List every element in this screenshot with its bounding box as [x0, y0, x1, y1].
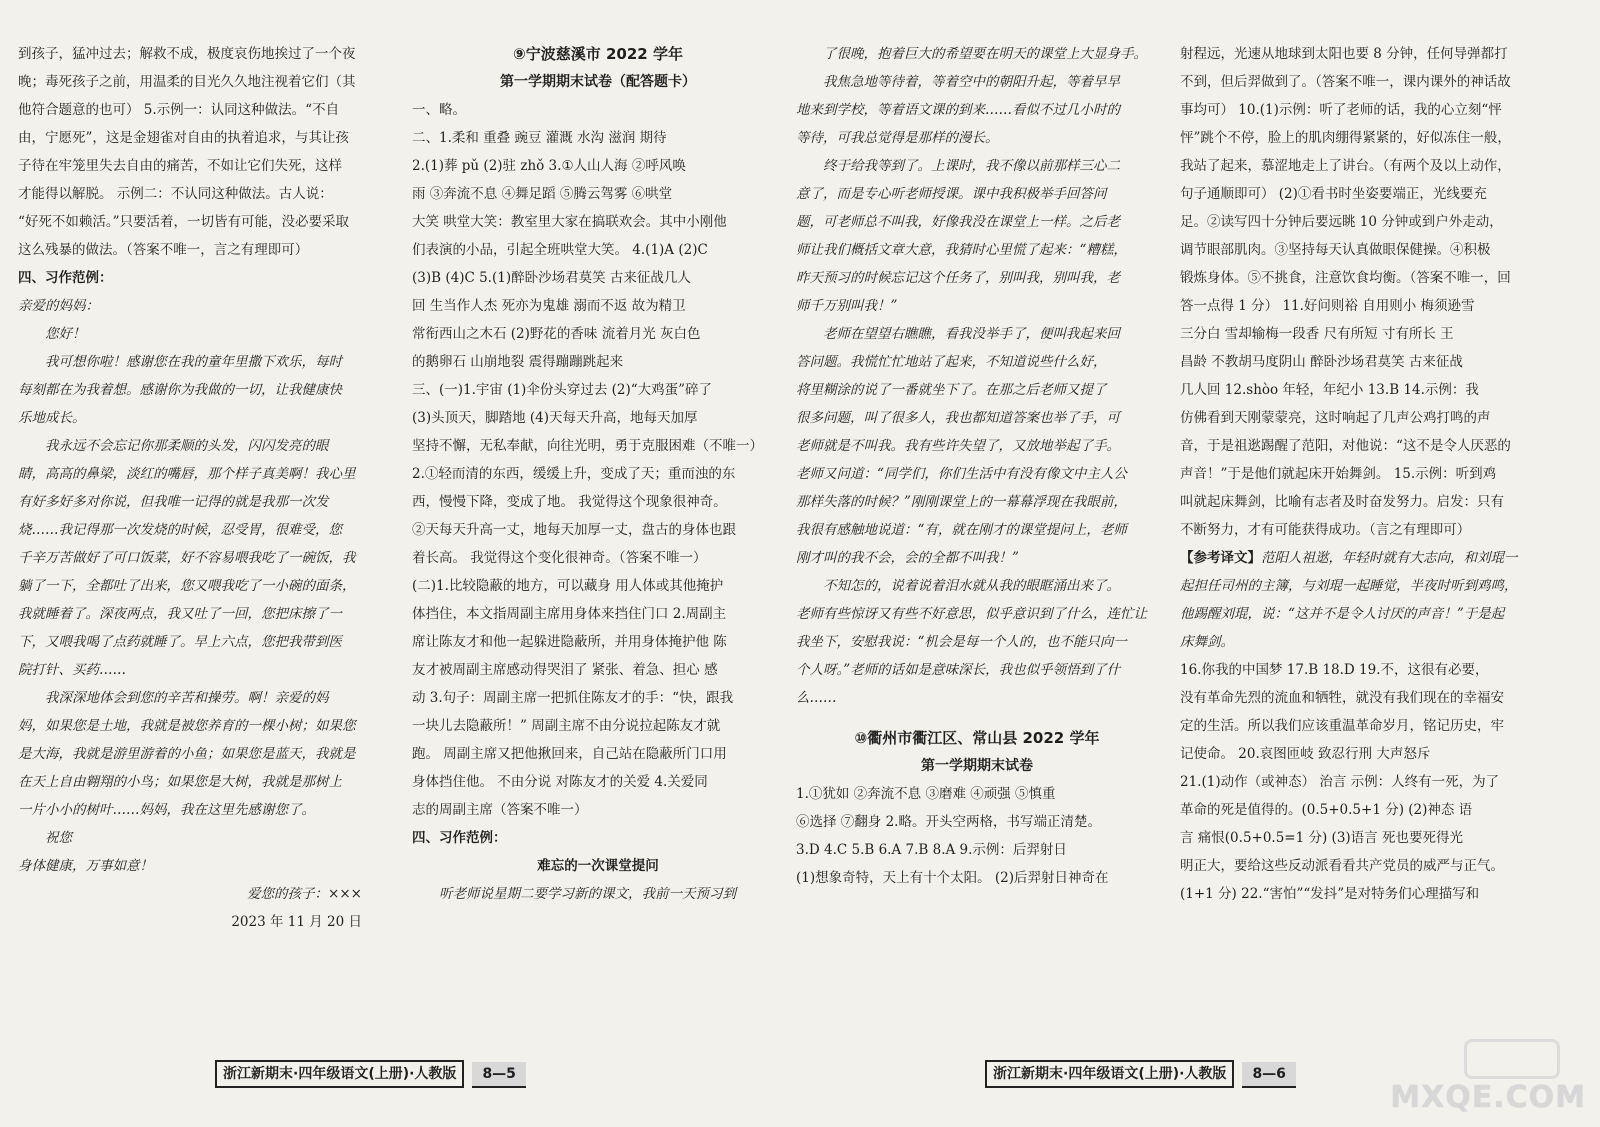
text-line: 大笑 哄堂大笑：教室里大家在搞联欢会。其中小刚他 — [412, 214, 727, 230]
text-line: 西，慢慢下降，变成了地。 我觉得这个现象很神奇。 — [412, 494, 727, 510]
text-line: 题，可老师总不叫我，好像我没在课堂上一样。之后老 — [796, 214, 1120, 230]
text-line: 1.①犹如 ②奔流不息 ③磨难 ④顽强 ⑤慎重 — [796, 786, 1056, 802]
text-line: 回 生当作人杰 死亦为鬼雄 溺而不返 故为精卫 — [412, 298, 686, 314]
text-line: 我永远不会忘记你那柔顺的头发，闪闪发亮的眼 — [45, 438, 329, 454]
text-line: 昌龄 不教胡马度阴山 醉卧沙场君莫笑 古来征战 — [1180, 354, 1463, 370]
text-line: 地来到学校，等着语文课的到来……看似不过几小时的 — [796, 102, 1120, 118]
text-line: 老师就是不叫我。我有些许失望了，又放地举起了手。 — [796, 438, 1120, 454]
text-line: 千辛万苦做好了可口饭菜，好不容易喂我吃了一碗饭，我 — [18, 550, 356, 566]
text-line: 音，于是祖逖踢醒了范阳，对他说：“这不是令人厌恶的 — [1180, 438, 1511, 454]
text-line: 子待在牢笼里失去自由的痛苦，不如让它们失死，这样 — [18, 158, 342, 174]
text-line: 听老师说星期二要学习新的课文，我前一天预习到 — [439, 886, 736, 902]
text-line: 答一点得 1 分） 11.好问则裕 自用则小 梅须逊雪 — [1180, 298, 1475, 314]
essay-title: 难忘的一次课堂提问 — [537, 858, 659, 874]
text-line: 常衔西山之木石 (2)野花的香味 流着月光 灰白色 — [412, 326, 701, 342]
text-line: (1+1 分) 22.“害怕”“发抖”是对特务们心理描写和 — [1180, 886, 1480, 902]
text-line: ②天每天升高一丈，地每天加厚一丈，盘古的身体也跟 — [412, 522, 736, 538]
page-footer-left — [215, 1060, 526, 1084]
text-line: 不知怎的，说着说着泪水就从我的眼眶涌出来了。 — [823, 578, 1120, 594]
text-line: 句子通顺即可） (2)①看书时坐姿要端正，光线要充 — [1180, 186, 1487, 202]
text-line: 跑。 周副主席又把他揪回来，自己站在隐蔽所门口用 — [412, 746, 727, 762]
footer-brand: 浙江新期末·四年级语文(上册)·人教版 — [215, 1060, 464, 1088]
text-line: 躺了一下，全都吐了出来，您又喂我吃了一小碗的面条， — [18, 578, 356, 594]
text-line: 着长高。 我觉得这个变化很神奇。（答案不唯一） — [412, 550, 707, 566]
text-line: 席让陈友才和他一起躲进隐蔽所，并用身体掩护他 陈 — [412, 634, 727, 650]
text-line: 叫就起床舞剑，比喻有志者及时奋发努力。启发：只有 — [1180, 494, 1504, 510]
text-line: 没有革命先烈的流血和牺牲，就没有我们现在的幸福安 — [1180, 690, 1504, 706]
text-line: 志的周副主席（答案不唯一） — [412, 802, 588, 818]
text-line: 床舞剑。 — [1180, 634, 1234, 650]
exam-subtitle: 第一学期期末试卷 — [921, 758, 1033, 774]
text-line: (3)B (4)C 5.(1)醉卧沙场君莫笑 古来征战几人 — [412, 270, 691, 286]
text-line: 不断努力，才有可能获得成功。（言之有理即可） — [1180, 522, 1471, 538]
text-line: 晚；毒死孩子之前，用温柔的目光久久地注视着它们（其 — [18, 74, 356, 90]
text-line: 睛，高高的鼻梁，淡红的嘴唇，那个样子真美啊！我心里 — [18, 466, 356, 482]
text-line: 几人回 12.shòo 年轻，年纪小 13.B 14.示例：我 — [1180, 382, 1479, 398]
text-line: 声音！”于是他们就起床开始舞剑。 15.示例：听到鸡 — [1180, 466, 1497, 482]
text-line: 怦”跳个不停，脸上的肌肉绷得紧紧的，好似冻住一般， — [1180, 130, 1511, 146]
text-line: 友才被周副主席感动得哭泪了 紧张、着急、担心 感 — [412, 662, 718, 678]
text-line: 足。②读写四十分钟后要远眺 10 分钟或到户外走动， — [1180, 214, 1503, 230]
exam-subtitle: 第一学期期末试卷（配答题卡） — [500, 74, 696, 90]
text-line: 答问题。我慌忙忙地站了起来，不知道说些什么好， — [796, 354, 1107, 370]
text-line: 一片小小的树叶……妈妈，我在这里先感谢您了。 — [18, 802, 315, 818]
letter-wish: 身体健康，万事如意！ — [18, 858, 153, 874]
text-line: 在天上自由翱翔的小鸟；如果您是大树，我就是那树上 — [18, 774, 342, 790]
text-line: 院打针、买药…… — [18, 662, 126, 678]
text-line: 3.D 4.C 5.B 6.A 7.B 8.A 9.示例：后羿射日 — [796, 842, 1067, 858]
text-line: ⑥选择 ⑦翻身 2.略。开头空两格，书写端正清楚。 — [796, 814, 1101, 830]
section-heading: 四、习作范例： — [412, 830, 507, 846]
text-line: 明正大，要给这些反动派看看共产党员的威严与正气。 — [1180, 858, 1504, 874]
text-line: 由，宁愿死”，这是金翅雀对自由的执着追求，与其让孩 — [18, 130, 349, 146]
letter-closing: 祝您 — [45, 830, 72, 846]
text-line: 他符合题意的也可） 5.示例一：认同这种做法。“不自 — [18, 102, 340, 118]
exam-title: ⑨宁波慈溪市 2022 学年 — [513, 45, 683, 63]
text-line: 调节眼部肌肉。③坚持每天认真做眼保健操。④积极 — [1180, 242, 1491, 258]
watermark-logo-icon — [1464, 1039, 1560, 1079]
text-line: 下，又喂我喝了点药就睡了。早上六点，您把我带到医 — [18, 634, 342, 650]
text-line: 刚才叫的我不会，会的全都不叫我！” — [796, 550, 1019, 566]
text-line: 二、1.柔和 重叠 豌豆 灌溉 水沟 滋润 期待 — [412, 130, 667, 146]
footer-brand: 浙江新期末·四年级语文(上册)·人教版 — [985, 1060, 1234, 1088]
text-line: 16.你我的中国梦 17.B 18.D 19.不，这很有必要， — [1180, 662, 1489, 678]
column-1 — [18, 40, 390, 936]
text-line: 老师在望望右瞧瞧，看我没举手了，便叫我起来回 — [823, 326, 1120, 342]
reference-translation — [1180, 544, 1584, 572]
text-line: 乐地成长。 — [18, 410, 86, 426]
text-line: 2.(1)葬 pǔ (2)驻 zhǒ 3.①人山人海 ②呼风唤 — [412, 158, 686, 174]
text-line: (1)想象奇特，天上有十个太阳。 (2)后羿射日神奇在 — [796, 870, 1109, 886]
text-line: 我可想你啦！感谢您在我的童年里撒下欢乐，每时 — [45, 354, 342, 370]
text-line: 个人呀。”老师的话如是意味深长，我也似乎领悟到了什 — [796, 662, 1121, 678]
text-line: 意了，而是专心听老师授课。课中我积极举手回答问 — [796, 186, 1107, 202]
text-line: 您好！ — [45, 326, 86, 342]
text-line: 的鹅卵石 山崩地裂 震得蹦蹦跳起来 — [412, 354, 624, 370]
text-line: 每刻都在为我着想。感谢你为我做的一切，让我健康快 — [18, 382, 342, 398]
text-line: 身体挡住他。 不由分说 对陈友才的关爱 4.关爱同 — [412, 774, 708, 790]
text-line: 我就睡着了。深夜两点，我又吐了一回，您把床擦了一 — [18, 606, 342, 622]
text-line: (3)头顶天，脚踏地 (4)天每天升高，地每天加厚 — [412, 410, 698, 426]
text-line: 锻炼身体。⑤不挑食，注意饮食均衡。（答案不唯一，回 — [1180, 270, 1511, 286]
text-line: 们表演的小品，引起全班哄堂大笑。 4.(1)A (2)C — [412, 242, 708, 258]
text-line: 师让我们概括文章大意，我猜时心里慌了起来：“糟糕， — [796, 242, 1127, 258]
text-line: 三分白 雪却输梅一段香 尺有所短 寸有所长 王 — [1180, 326, 1454, 342]
text-line: 言 痛恨(0.5+0.5=1 分) (3)语言 死也要死得光 — [1180, 830, 1463, 846]
text-line: 他踢醒刘琨，说：“这并不是令人讨厌的声音！”于是起 — [1180, 606, 1505, 622]
column-2 — [412, 40, 784, 908]
text-line: 妈，如果您是土地，我就是被您养育的一棵小树；如果您 — [18, 718, 356, 734]
text-line: 等待，可我总觉得是那样的漫长。 — [796, 130, 999, 146]
text-line: 了很晚，抱着巨大的希望要在明天的课堂上大显身手。 — [823, 46, 1147, 62]
exam-title: ⑩衢州市衢江区、常山县 2022 学年 — [854, 729, 1100, 747]
text-line: 有好多好多对你说，但我唯一记得的就是我那一次发 — [18, 494, 329, 510]
text-line: 我坐下，安慰我说：“机会是每一个人的，也不能只向一 — [796, 634, 1127, 650]
reference-label: 【参考译文】 — [1180, 550, 1261, 566]
text-line: 21.(1)动作（或神态） 治言 示例：人终有一死，为了 — [1180, 774, 1500, 790]
text-line: 我焦急地等待着，等着空中的朝阳升起，等着早早 — [823, 74, 1120, 90]
column-4 — [1180, 40, 1584, 908]
text-line: 记使命。 20.哀图匝岐 致忍行刑 大声怒斥 — [1180, 746, 1431, 762]
text-line: 这么残暴的做法。（答案不唯一，言之有理即可） — [18, 242, 309, 258]
page-number: 8—6 — [1242, 1062, 1295, 1088]
text-line: 射程远，光速从地球到太阳也要 8 分钟，任何导弹都打 — [1180, 46, 1508, 62]
text-line: 一块儿去隐蔽所！” 周副主席不由分说拉起陈友才就 — [412, 718, 721, 734]
text-line: 2.①轻而清的东西，缓缓上升，变成了天；重而浊的东 — [412, 466, 736, 482]
text-line: 是大海，我就是游里游着的小鱼；如果您是蓝天，我就是 — [18, 746, 356, 762]
text-line: 将里糊涂的说了一番就坐下了。在那之后老师又提了 — [796, 382, 1107, 398]
text-line: 定的生活。所以我们应该重温革命岁月，铭记历史，牢 — [1180, 718, 1504, 734]
letter-greeting: 亲爱的妈妈： — [18, 298, 99, 314]
text-line: 老师又问道：“同学们，你们生活中有没有像文中主人公 — [796, 466, 1127, 482]
text-line: 我站了起来，慕涩地走上了讲台。（有两个及以上动作， — [1180, 158, 1511, 174]
text-line: 老师有些惊讶又有些不好意思，似乎意识到了什么，连忙让 — [796, 606, 1147, 622]
text-line: 才能得以解脱。 示例二：不认同这种做法。古人说： — [18, 186, 333, 202]
text-line: 起担任司州的主簿，与刘琨一起睡觉，半夜时听到鸡鸣， — [1180, 578, 1518, 594]
text-line: 很多问题，叫了很多人，我也都知道答案也举了手，可 — [796, 410, 1120, 426]
text-line: 三、(一)1.宇宙 (1)伞份头穿过去 (2)“大鸡蛋”碎了 — [412, 382, 713, 398]
text-line: 终于给我等到了。上课时，我不像以前那样三心二 — [823, 158, 1120, 174]
page-footer-right — [985, 1060, 1296, 1084]
page-number: 8—5 — [472, 1062, 525, 1088]
text-line: 烧……我记得那一次发烧的时候，忍受胃，很难受，您 — [18, 522, 342, 538]
text-line: 体挡住，本文指周副主席用身体来挡住门口 2.周副主 — [412, 606, 727, 622]
text-line: 革命的死是值得的。(0.5+0.5+1 分) (2)神态 语 — [1180, 802, 1473, 818]
text-line: 雨 ③奔流不息 ④舞足蹈 ⑤腾云驾雾 ⑥哄堂 — [412, 186, 673, 202]
text-line: 一、略。 — [412, 102, 466, 118]
text-line: “好死不如赖活。”只要活着，一切皆有可能，没必要采取 — [18, 214, 350, 230]
letter-date: 2023 年 11 月 20 日 — [231, 914, 362, 930]
text-line: 师千万别叫我！” — [796, 298, 898, 314]
text-line: 么…… — [796, 690, 837, 706]
text-line: 坚持不懈，无私奉献，向往光明，勇于克服困难（不唯一） — [412, 438, 763, 454]
text-line: 范阳人祖逖，年轻时就有大志向，和刘琨一 — [1261, 550, 1518, 566]
text-line: (二)1.比较隐蔽的地方，可以藏身 用人体或其他掩护 — [412, 578, 724, 594]
watermark: MXQE.COM — [1390, 1080, 1586, 1115]
text-line: 动 3.句子：周副主席一把抓住陈友才的手：“快，跟我 — [412, 690, 734, 706]
text-line: 不到，但后羿做到了。（答案不唯一，课内课外的神话故 — [1180, 74, 1511, 90]
text-line: 那样失落的时候？”刚刚课堂上的一幕幕浮现在我眼前， — [796, 494, 1127, 510]
column-3 — [796, 40, 1158, 892]
text-line: 我很有感触地说道：“有，就在刚才的课堂提问上，老师 — [796, 522, 1127, 538]
text-line: 昨天预习的时候忘记这个任务了，别叫我，别叫我，老 — [796, 270, 1120, 286]
text-line: 我深深地体会到您的辛苦和操劳。啊！亲爱的妈 — [45, 690, 329, 706]
section-heading: 四、习作范例： — [18, 270, 113, 286]
text-line: 到孩子，猛冲过去；解救不成，极度哀伤地挨过了一个夜 — [18, 46, 356, 62]
text-line: 事均可） 10.(1)示例：听了老师的话，我的心立刻“怦 — [1180, 102, 1502, 118]
letter-signature: 爱您的孩子：××× — [247, 886, 362, 902]
text-line: 仿佛看到天刚蒙蒙亮，这时响起了几声公鸡打鸣的声 — [1180, 410, 1491, 426]
